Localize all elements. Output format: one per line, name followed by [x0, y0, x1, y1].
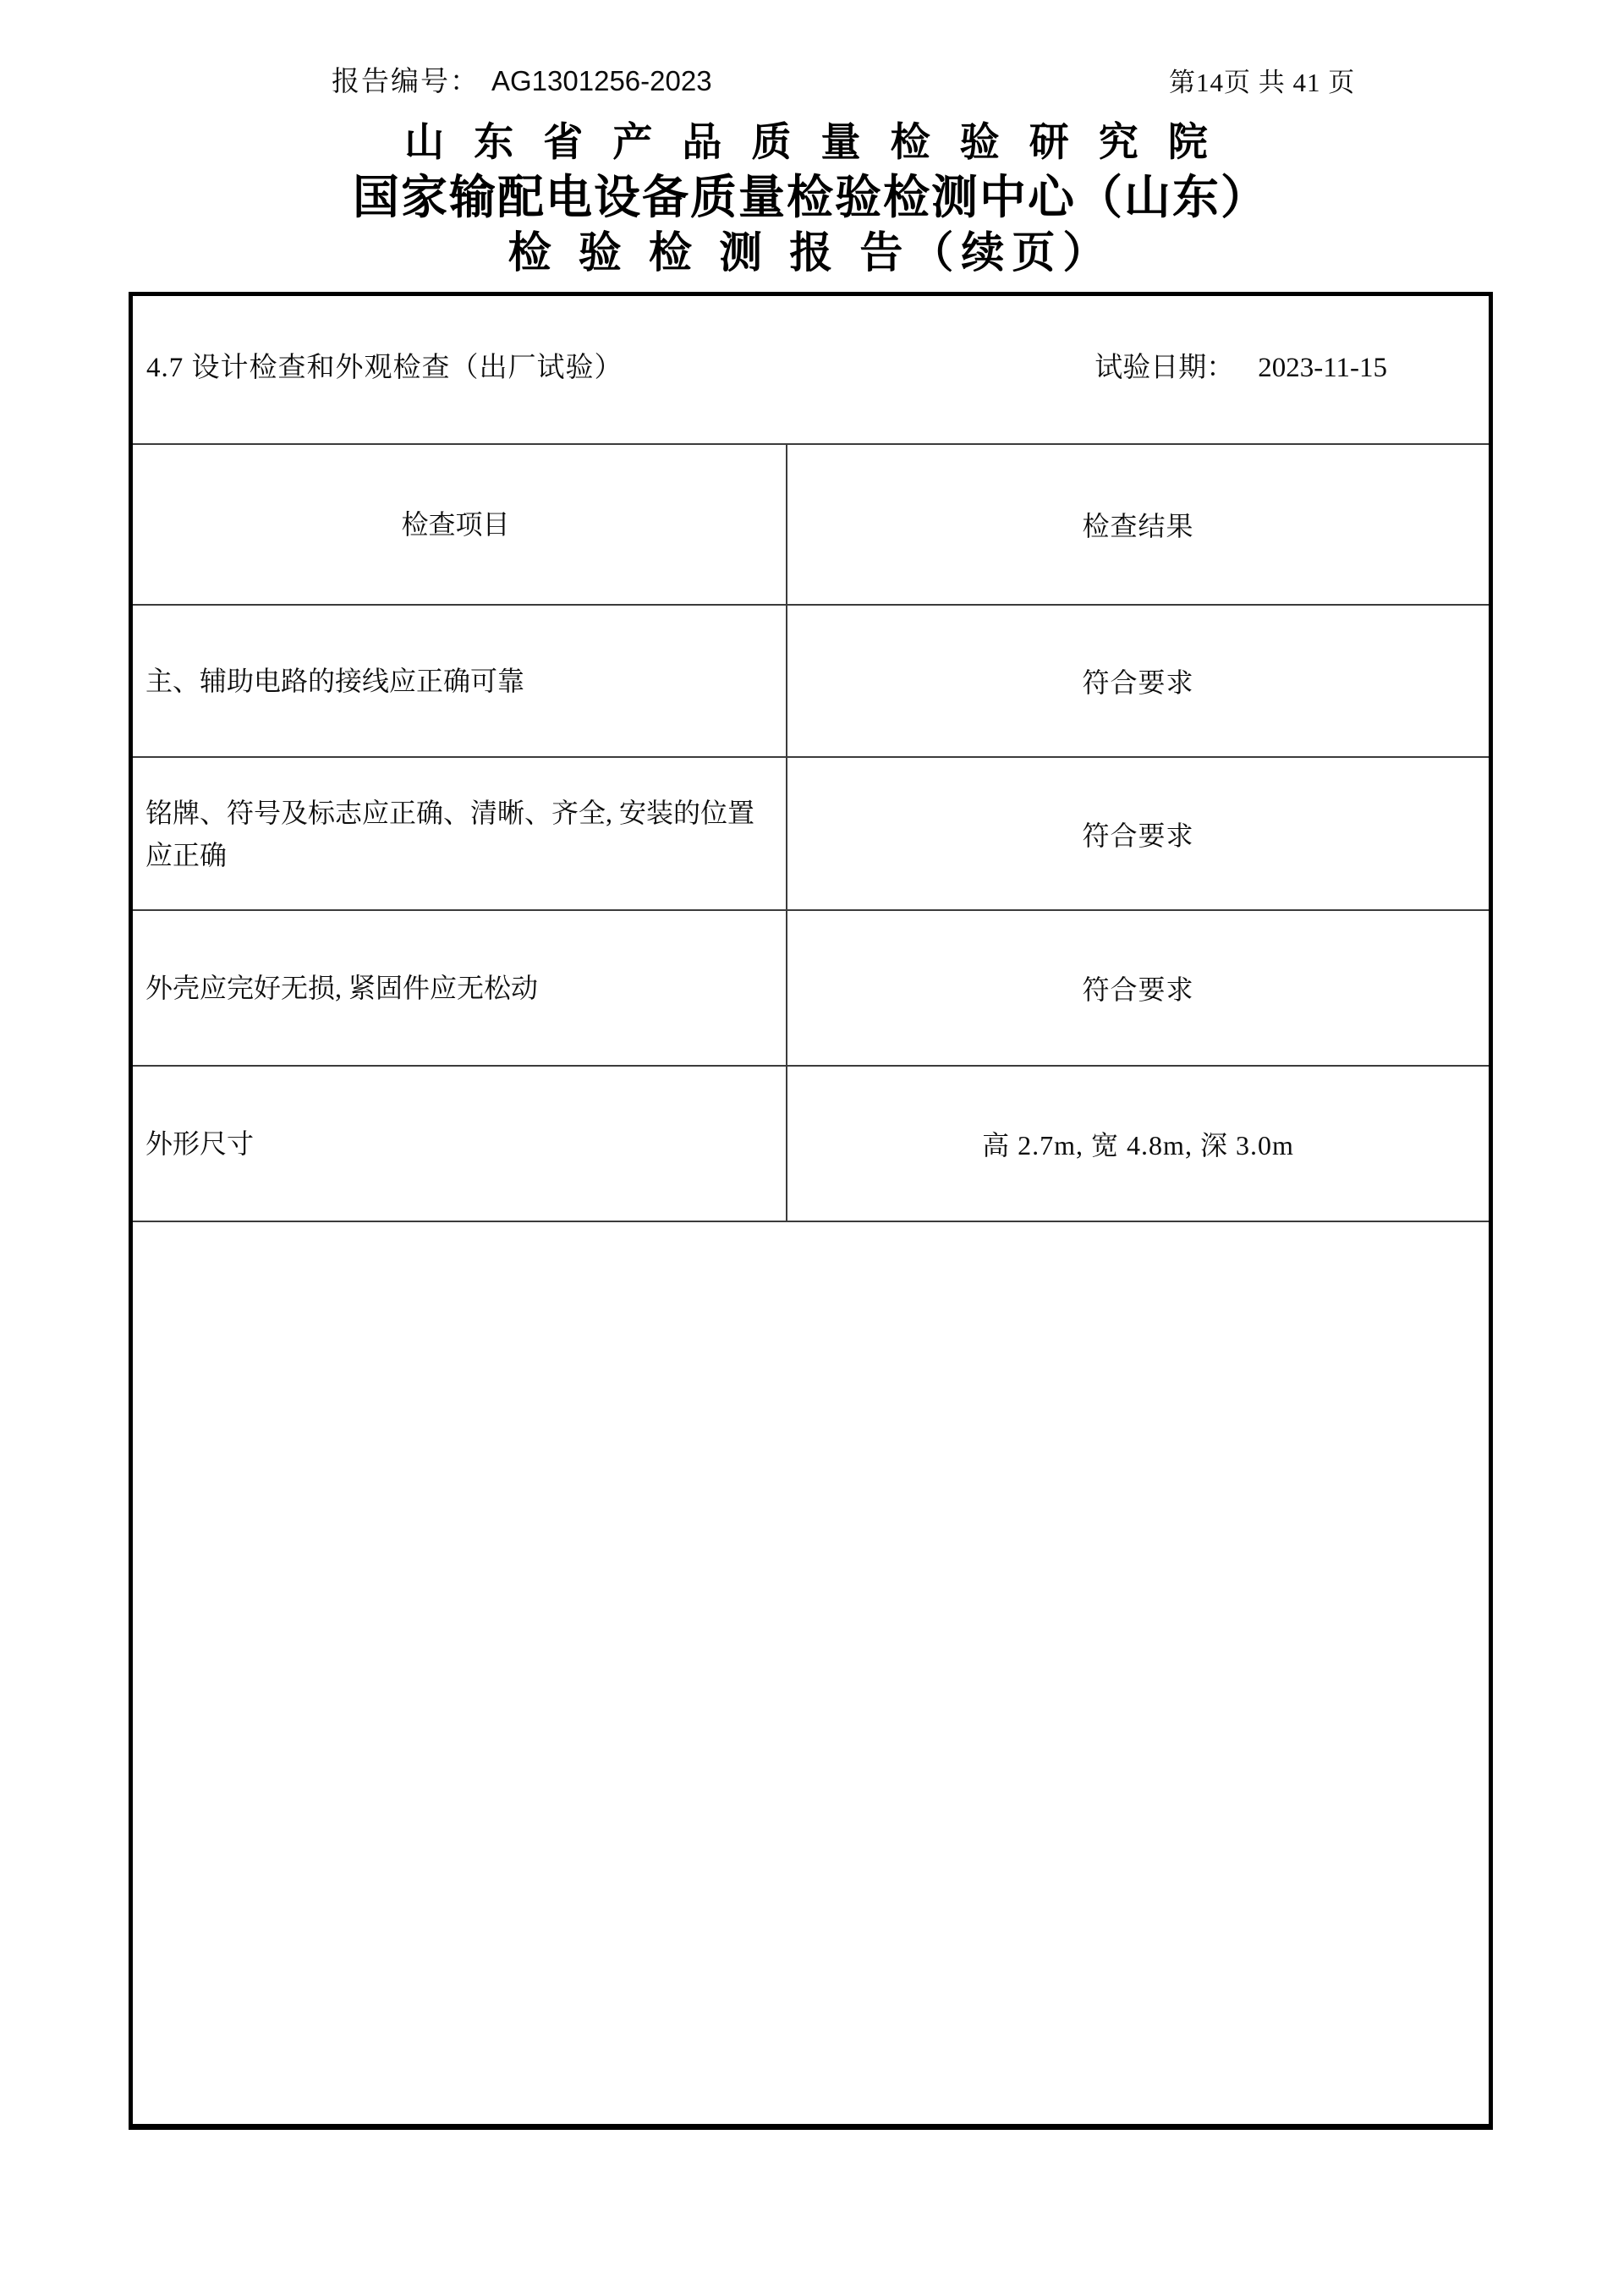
title-block: [129, 117, 1493, 279]
result-cell: 符合要求: [1082, 820, 1194, 851]
title-line-center: 国家输配电设备质量检验检测中心（山东）: [352, 171, 1269, 223]
item-cell: 主、辅助电路的接线应正确可靠: [133, 606, 787, 756]
result-cell: 符合要求: [1082, 667, 1194, 698]
column-header-row: [133, 445, 1489, 606]
empty-area: [133, 1222, 1489, 2124]
test-date-value: 2023-11-15: [1258, 353, 1387, 383]
table-row: [133, 911, 1489, 1067]
inspection-table: [129, 292, 1493, 2130]
report-number-value: AG1301256-2023: [491, 65, 712, 96]
report-number-label: 报告编号：: [332, 67, 480, 97]
table-row: [133, 606, 1489, 758]
column-header-item: 检查项目: [133, 445, 787, 604]
table-row: [133, 1067, 1489, 1222]
column-header-result: 检查结果: [1082, 511, 1194, 541]
table-row: [133, 758, 1489, 911]
title-line-report: 检 验 检 测 报 告（续页）: [508, 228, 1114, 277]
title-line-institute: 山 东 省 产 品 质 量 检 验 研 究 院: [404, 119, 1217, 164]
item-cell: 铭牌、符号及标志应正确、清晰、齐全, 安装的位置应正确: [133, 758, 787, 909]
item-cell: 外形尺寸: [133, 1067, 787, 1221]
test-date: [1095, 345, 1387, 385]
result-cell: 符合要求: [1082, 974, 1194, 1005]
section-heading: 4.7 设计检查和外观检查（出厂试验）: [146, 353, 623, 383]
test-date-label: 试验日期：: [1095, 353, 1235, 383]
report-number-line: [332, 59, 712, 99]
page-indicator: 第14页 共 41 页: [1169, 68, 1356, 97]
result-cell: 高 2.7m, 宽 4.8m, 深 3.0m: [982, 1130, 1294, 1160]
item-cell: 外壳应完好无损, 紧固件应无松动: [133, 911, 787, 1065]
section-header-row: [133, 296, 1489, 445]
